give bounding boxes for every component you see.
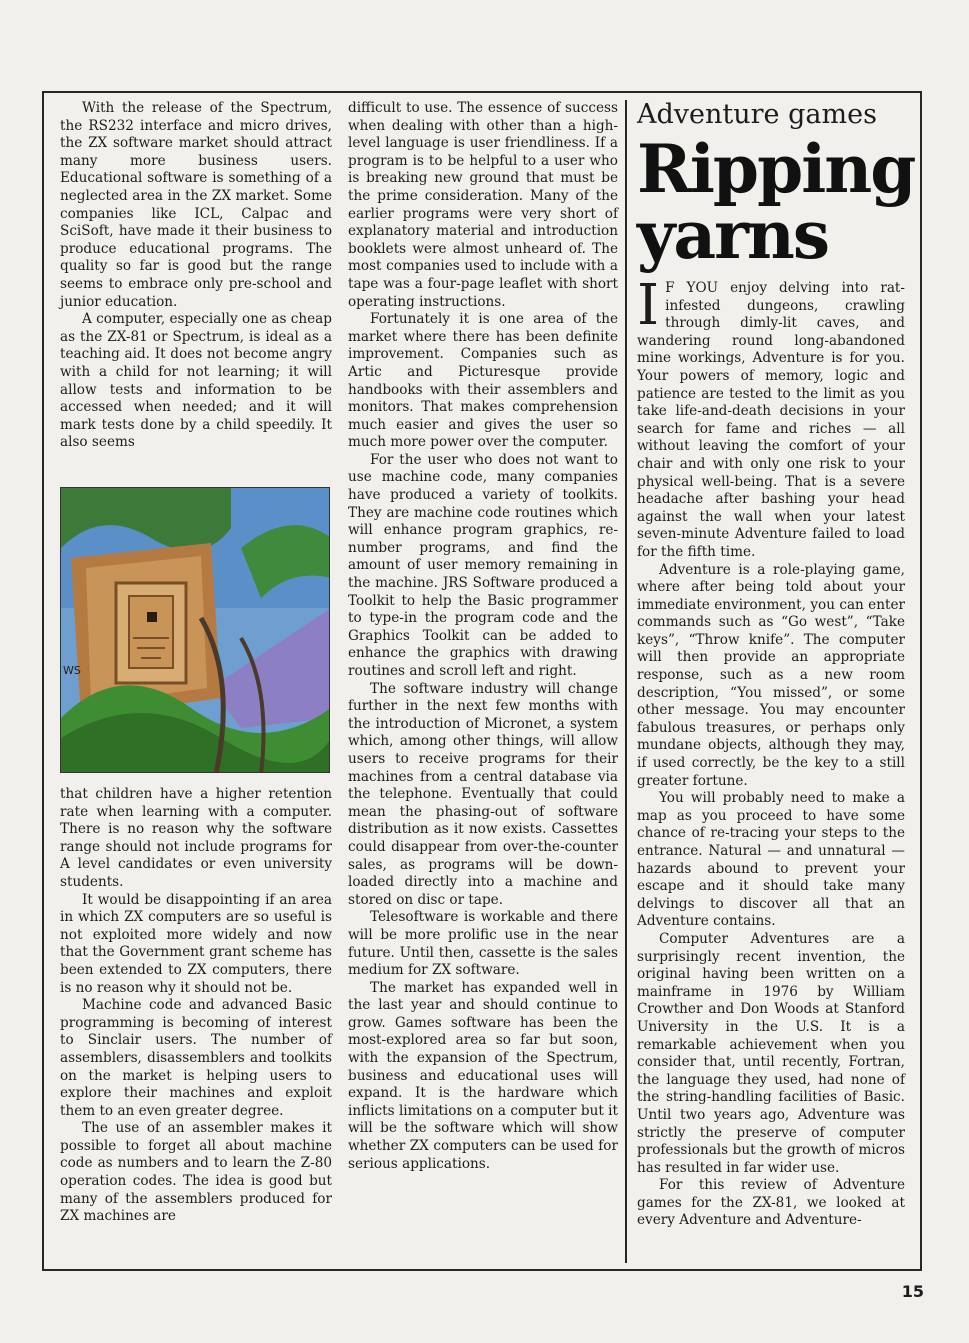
paragraph: Computer Adventures are a surprisingly recent invention, the original having been written on a mainframe in 1976 by William Crowther and Don Woods at Stanford University in the U.S. It is a remarkable achievement when you consider that, until recently, Fortran, the language they used, had none of the string-handling facilities of Basic. Until two years ago, Adventure was strictly the preserve of computer professionals but the growth of micros has resulted in far wider use. xyxy=(637,930,905,1176)
paragraph: Fortunately it is one area of the market where there has been definite improvement. Companies such as Artic and Picturesque provide handbooks with their assemblers and monitors. That makes comprehension much easier and gives the user so much more power over the computer. xyxy=(348,311,618,451)
paragraph: The use of an assembler makes it possible to forget all about machine code as numbers and to learn the Z-80 operation codes. The idea is good but many of the assemblers produced for ZX machines are xyxy=(60,1120,332,1225)
adventure-illustration xyxy=(60,487,330,773)
paragraph: It would be disappointing if an area in which ZX computers are so useful is not exploited more widely and now that the Government grant scheme has been extended to ZX computers, there is no reason why it should not be. xyxy=(60,891,332,996)
column-1-top xyxy=(60,100,332,452)
paragraph: The market has expanded well in the last year and should continue to grow. Games software has been the most-explored area so far but soon, with the expansion of the Spectrum, business and educational uses will expand. It is the hardware which inflicts limitations on a computer but it will be the software which will show whether ZX computers can be used for serious applications. xyxy=(348,979,618,1172)
column-3 xyxy=(637,99,915,1230)
paragraph: Adventure is a role-playing game, where after being told about your immediate environment, you can enter commands such as “Go west”, “Take keys”, “Throw knife”. The computer will then provide an appropriate response, such as a new room description, “You missed”, or some other message. You may encounter fabulous treasures, or perhaps only mundane objects, although they may, if used correctly, be the key to a still greater fortune. xyxy=(637,561,905,789)
paragraph: For the user who does not want to use machine code, many companies have produced a variety of toolkits. They are machine code routines which will enhance program graphics, re-number programs, and find the amount of user memory remaining in the machine. JRS Software produced a Toolkit to help the Basic programmer to type-in the program code and the Graphics Toolkit can be added to enhance the graphics with drawing routines and scroll left and right. xyxy=(348,451,618,679)
paragraph: that children have a higher retention rate when learning with a computer. There is no reason why the software range should not include programs for A level candidates or even university students. xyxy=(60,786,332,890)
paragraph: You will probably need to make a map as you proceed to have some chance of re-tracing your steps to the entrance. Natural — and unnatural — hazards abound to prevent your escape and it should take many delvings to discover all that an Adventure contains. xyxy=(637,790,905,930)
lead-paragraph-text: F YOU enjoy delving into rat-infested dungeons, crawling through dimly-lit caves, and wandering round long-abandoned mine workings, Adventure is for you. Your powers of memory, logic and patience are tested to the limit as you take life-and-death decisions in your search for fame and riches — all without leaving the comfort of your chair and with only one risk to your physical well-being. That is a severe headache after bashing your head against the wall when your latest seven-minute Adventure failed to load for the fifth time. xyxy=(637,280,905,560)
drop-cap: I xyxy=(637,273,660,338)
paragraph: For this review of Adventure games for the ZX-81, we looked at every Adventure and Adventure- xyxy=(637,1177,905,1229)
paragraph: With the release of the Spectrum, the RS232 interface and micro drives, the ZX software market should attract many more business users. Educational software is something of a neglected area in the ZX market. Some companies like ICL, Calpac and SciSoft, have made it their business to produce educational programs. The quality so far is good but the range seems to embrace only pre-school and junior education. xyxy=(60,100,332,310)
paragraph xyxy=(637,273,905,562)
section-kicker: Adventure games xyxy=(637,99,877,130)
headline: Ripping yarns xyxy=(637,130,915,274)
page-number: 15 xyxy=(901,1282,924,1301)
column-divider xyxy=(625,100,627,1263)
column-1-bottom xyxy=(60,786,332,1226)
column-2 xyxy=(348,100,618,1173)
jungle-ruin-illustration xyxy=(61,488,330,773)
paragraph: difficult to use. The essence of success when dealing with other than a high-level language is user friendliness. If a program is to be helpful to a user who is breaking new ground that must be the prime consideration. Many of the earlier programs were very short of explanatory material and introduction booklets were almost unheard of. The most companies used to include with a tape was a four-page leaflet with short operating instructions. xyxy=(348,100,618,310)
paragraph: A computer, especially one as cheap as the ZX-81 or Spectrum, is ideal as a teaching aid. It does not become angry with a child for not learning; it will allow tests and information to be accessed when needed; and it will mark tests done by a child speedily. It also seems xyxy=(60,311,332,451)
paragraph: The software industry will change further in the next few months with the introduction of Micronet, a system which, among other things, will allow users to receive programs for their machines from a central database via the telephone. Eventually that could mean the phasing-out of software distribution as it now exists. Cassettes could disappear from over-the-counter sales, as programs will be down-loaded directly into a machine and stored on disc or tape. xyxy=(348,680,618,908)
paragraph: Telesoftware is workable and there will be more prolific use in the near future. Until then, cassette is the sales medium for ZX software. xyxy=(348,909,618,979)
paragraph: Machine code and advanced Basic programming is becoming of interest to Sinclair users. The number of assemblers, disassemblers and toolkits on the market is helping users to explore their machines and exploit them to an even greater degree. xyxy=(60,997,332,1119)
artist-signature: WS xyxy=(63,664,81,677)
